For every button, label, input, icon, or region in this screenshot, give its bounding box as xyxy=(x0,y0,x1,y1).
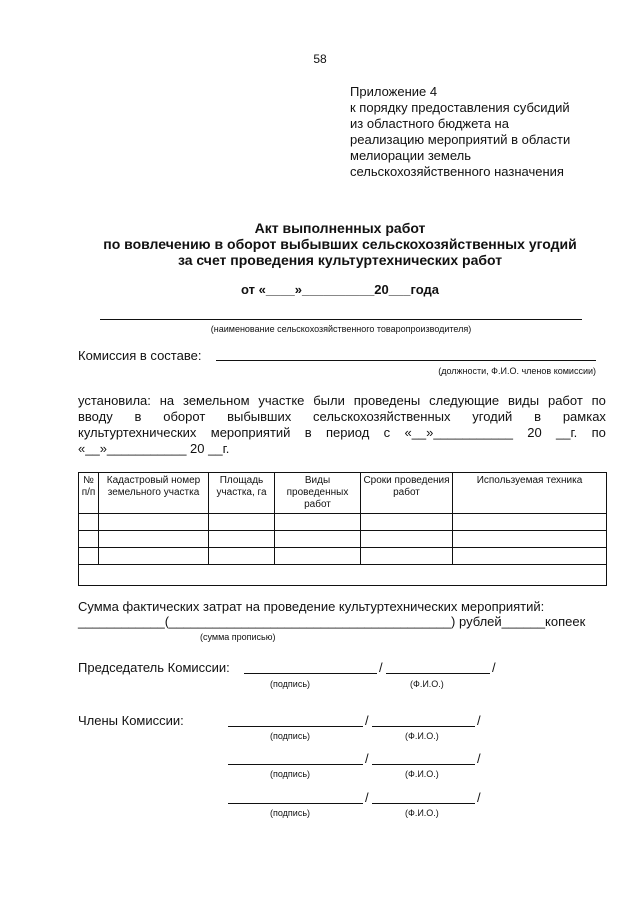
word: 20 xyxy=(527,425,542,440)
appendix-block xyxy=(350,84,610,180)
paragraph-line xyxy=(78,409,606,425)
table-cell[interactable] xyxy=(453,531,607,548)
word: работ xyxy=(547,393,583,408)
signature-caption: (подпись) xyxy=(270,808,311,818)
word: следующие xyxy=(429,393,500,408)
word: мероприятий xyxy=(210,425,291,440)
table-cell[interactable] xyxy=(79,531,99,548)
appendix-line: Приложение 4 xyxy=(350,84,438,99)
paragraph-line xyxy=(78,393,606,409)
title-line: за счет проведения культуртехнических работ xyxy=(177,252,503,268)
word: на xyxy=(159,393,175,408)
col-header-equipment: Используемая техника xyxy=(453,473,607,514)
established-paragraph xyxy=(78,393,606,457)
producer-caption: (наименование сельскохозяйственного товаропроизводителя) xyxy=(210,324,472,334)
table-total-row xyxy=(79,565,607,586)
title-line: по вовлечению в оборот выбывших сельскохозяйственных угодий xyxy=(103,236,577,252)
table-cell[interactable] xyxy=(275,514,361,531)
word: выбывших xyxy=(227,409,292,424)
table-cell[interactable] xyxy=(99,514,209,531)
word: угодий xyxy=(472,409,513,424)
col-header-cadastral: Кадастровый номер земельного участка xyxy=(99,473,209,514)
separator-slash: / xyxy=(477,713,481,728)
member-signature-field[interactable] xyxy=(228,803,363,804)
end-date-blank[interactable]: «__»___________ 20 __г. xyxy=(78,441,230,456)
table-cell[interactable] xyxy=(275,531,361,548)
table-cell[interactable] xyxy=(79,565,607,586)
table-cell[interactable] xyxy=(361,548,453,565)
table-cell[interactable] xyxy=(79,514,99,531)
word: земельном xyxy=(183,393,250,408)
appendix-line: мелиорации земель xyxy=(350,148,471,163)
sum-caption: (сумма прописью) xyxy=(200,632,276,642)
name-caption: (Ф.И.О.) xyxy=(410,679,444,689)
word: период xyxy=(326,425,370,440)
table-header-row xyxy=(79,473,607,514)
table-cell[interactable] xyxy=(99,531,209,548)
separator-slash: / xyxy=(365,790,369,805)
word: в xyxy=(134,409,142,424)
table-cell[interactable] xyxy=(99,548,209,565)
table-row xyxy=(79,514,607,531)
member-name-field[interactable] xyxy=(372,764,475,765)
table-cell[interactable] xyxy=(453,514,607,531)
signature-caption: (подпись) xyxy=(270,769,311,779)
word: установила: xyxy=(78,393,151,408)
separator-slash: / xyxy=(477,790,481,805)
separator-slash: / xyxy=(365,713,369,728)
signature-caption: (подпись) xyxy=(270,731,311,741)
year-blank[interactable]: __г. xyxy=(556,425,578,440)
word: оборот xyxy=(163,409,206,424)
name-caption: (Ф.И.О.) xyxy=(405,769,439,779)
chairman-label: Председатель Комиссии: xyxy=(78,660,230,675)
page-number: 58 xyxy=(313,52,327,66)
commission-caption: (должности, Ф.И.О. членов комиссии) xyxy=(438,366,596,376)
table-cell[interactable] xyxy=(361,531,453,548)
col-header-terms: Сроки проведения работ xyxy=(361,473,453,514)
appendix-line: сельскохозяйственного назначения xyxy=(350,164,564,179)
commission-members-field[interactable] xyxy=(216,360,596,361)
table-cell[interactable] xyxy=(209,548,275,565)
word: проведены xyxy=(353,393,421,408)
date-line: от «____»__________20___года xyxy=(241,282,439,297)
word: были xyxy=(313,393,345,408)
word: участке xyxy=(258,393,305,408)
chairman-signature-field[interactable] xyxy=(244,673,377,674)
appendix-line: из областного бюджета на xyxy=(350,116,509,131)
title-line: Акт выполненных работ xyxy=(254,220,426,236)
word: по xyxy=(591,425,606,440)
paragraph-line xyxy=(78,425,606,441)
member-name-field[interactable] xyxy=(372,726,475,727)
word: виды xyxy=(508,393,540,408)
works-table xyxy=(78,472,607,586)
appendix-line: к порядку предоставления субсидий xyxy=(350,100,570,115)
signature-caption: (подпись) xyxy=(270,679,311,689)
col-header-work-types: Виды проведенных работ xyxy=(275,473,361,514)
name-caption: (Ф.И.О.) xyxy=(405,731,439,741)
paragraph-line xyxy=(78,441,606,457)
member-name-field[interactable] xyxy=(372,803,475,804)
member-signature-field[interactable] xyxy=(228,764,363,765)
word: рамках xyxy=(562,409,606,424)
appendix-line: реализацию мероприятий в области xyxy=(350,132,571,147)
word: по xyxy=(591,393,606,408)
date-blank[interactable]: «__»___________ xyxy=(404,425,513,440)
table-row xyxy=(79,548,607,565)
name-caption: (Ф.И.О.) xyxy=(405,808,439,818)
table-cell[interactable] xyxy=(79,548,99,565)
word: с xyxy=(383,425,391,440)
commission-label: Комиссия в составе: xyxy=(78,348,202,363)
separator-slash: / xyxy=(477,751,481,766)
word: в xyxy=(304,425,312,440)
table-cell[interactable] xyxy=(361,514,453,531)
word: сельскохозяйственных xyxy=(313,409,451,424)
table-cell[interactable] xyxy=(209,514,275,531)
member-signature-field[interactable] xyxy=(228,726,363,727)
sum-label: Сумма фактических затрат на проведение культуртехнических мероприятий: xyxy=(78,599,545,614)
word: вводу xyxy=(78,409,113,424)
word: культуртехнических xyxy=(78,425,197,440)
separator-slash: / xyxy=(379,660,383,675)
table-cell[interactable] xyxy=(209,531,275,548)
word: в xyxy=(534,409,542,424)
separator-slash: / xyxy=(492,660,496,675)
separator-slash: / xyxy=(365,751,369,766)
col-header-number: № п/п xyxy=(79,473,99,514)
chairman-name-field[interactable] xyxy=(386,673,490,674)
table-row xyxy=(79,531,607,548)
members-label: Члены Комиссии: xyxy=(78,713,184,728)
producer-name-field[interactable] xyxy=(100,319,582,320)
sum-amount-field[interactable]: ____________(_______________________________________) рублей______копеек xyxy=(78,614,586,629)
document-title xyxy=(60,220,620,268)
col-header-area: Площадь участка, га xyxy=(209,473,275,514)
table-cell[interactable] xyxy=(275,548,361,565)
table-cell[interactable] xyxy=(453,548,607,565)
